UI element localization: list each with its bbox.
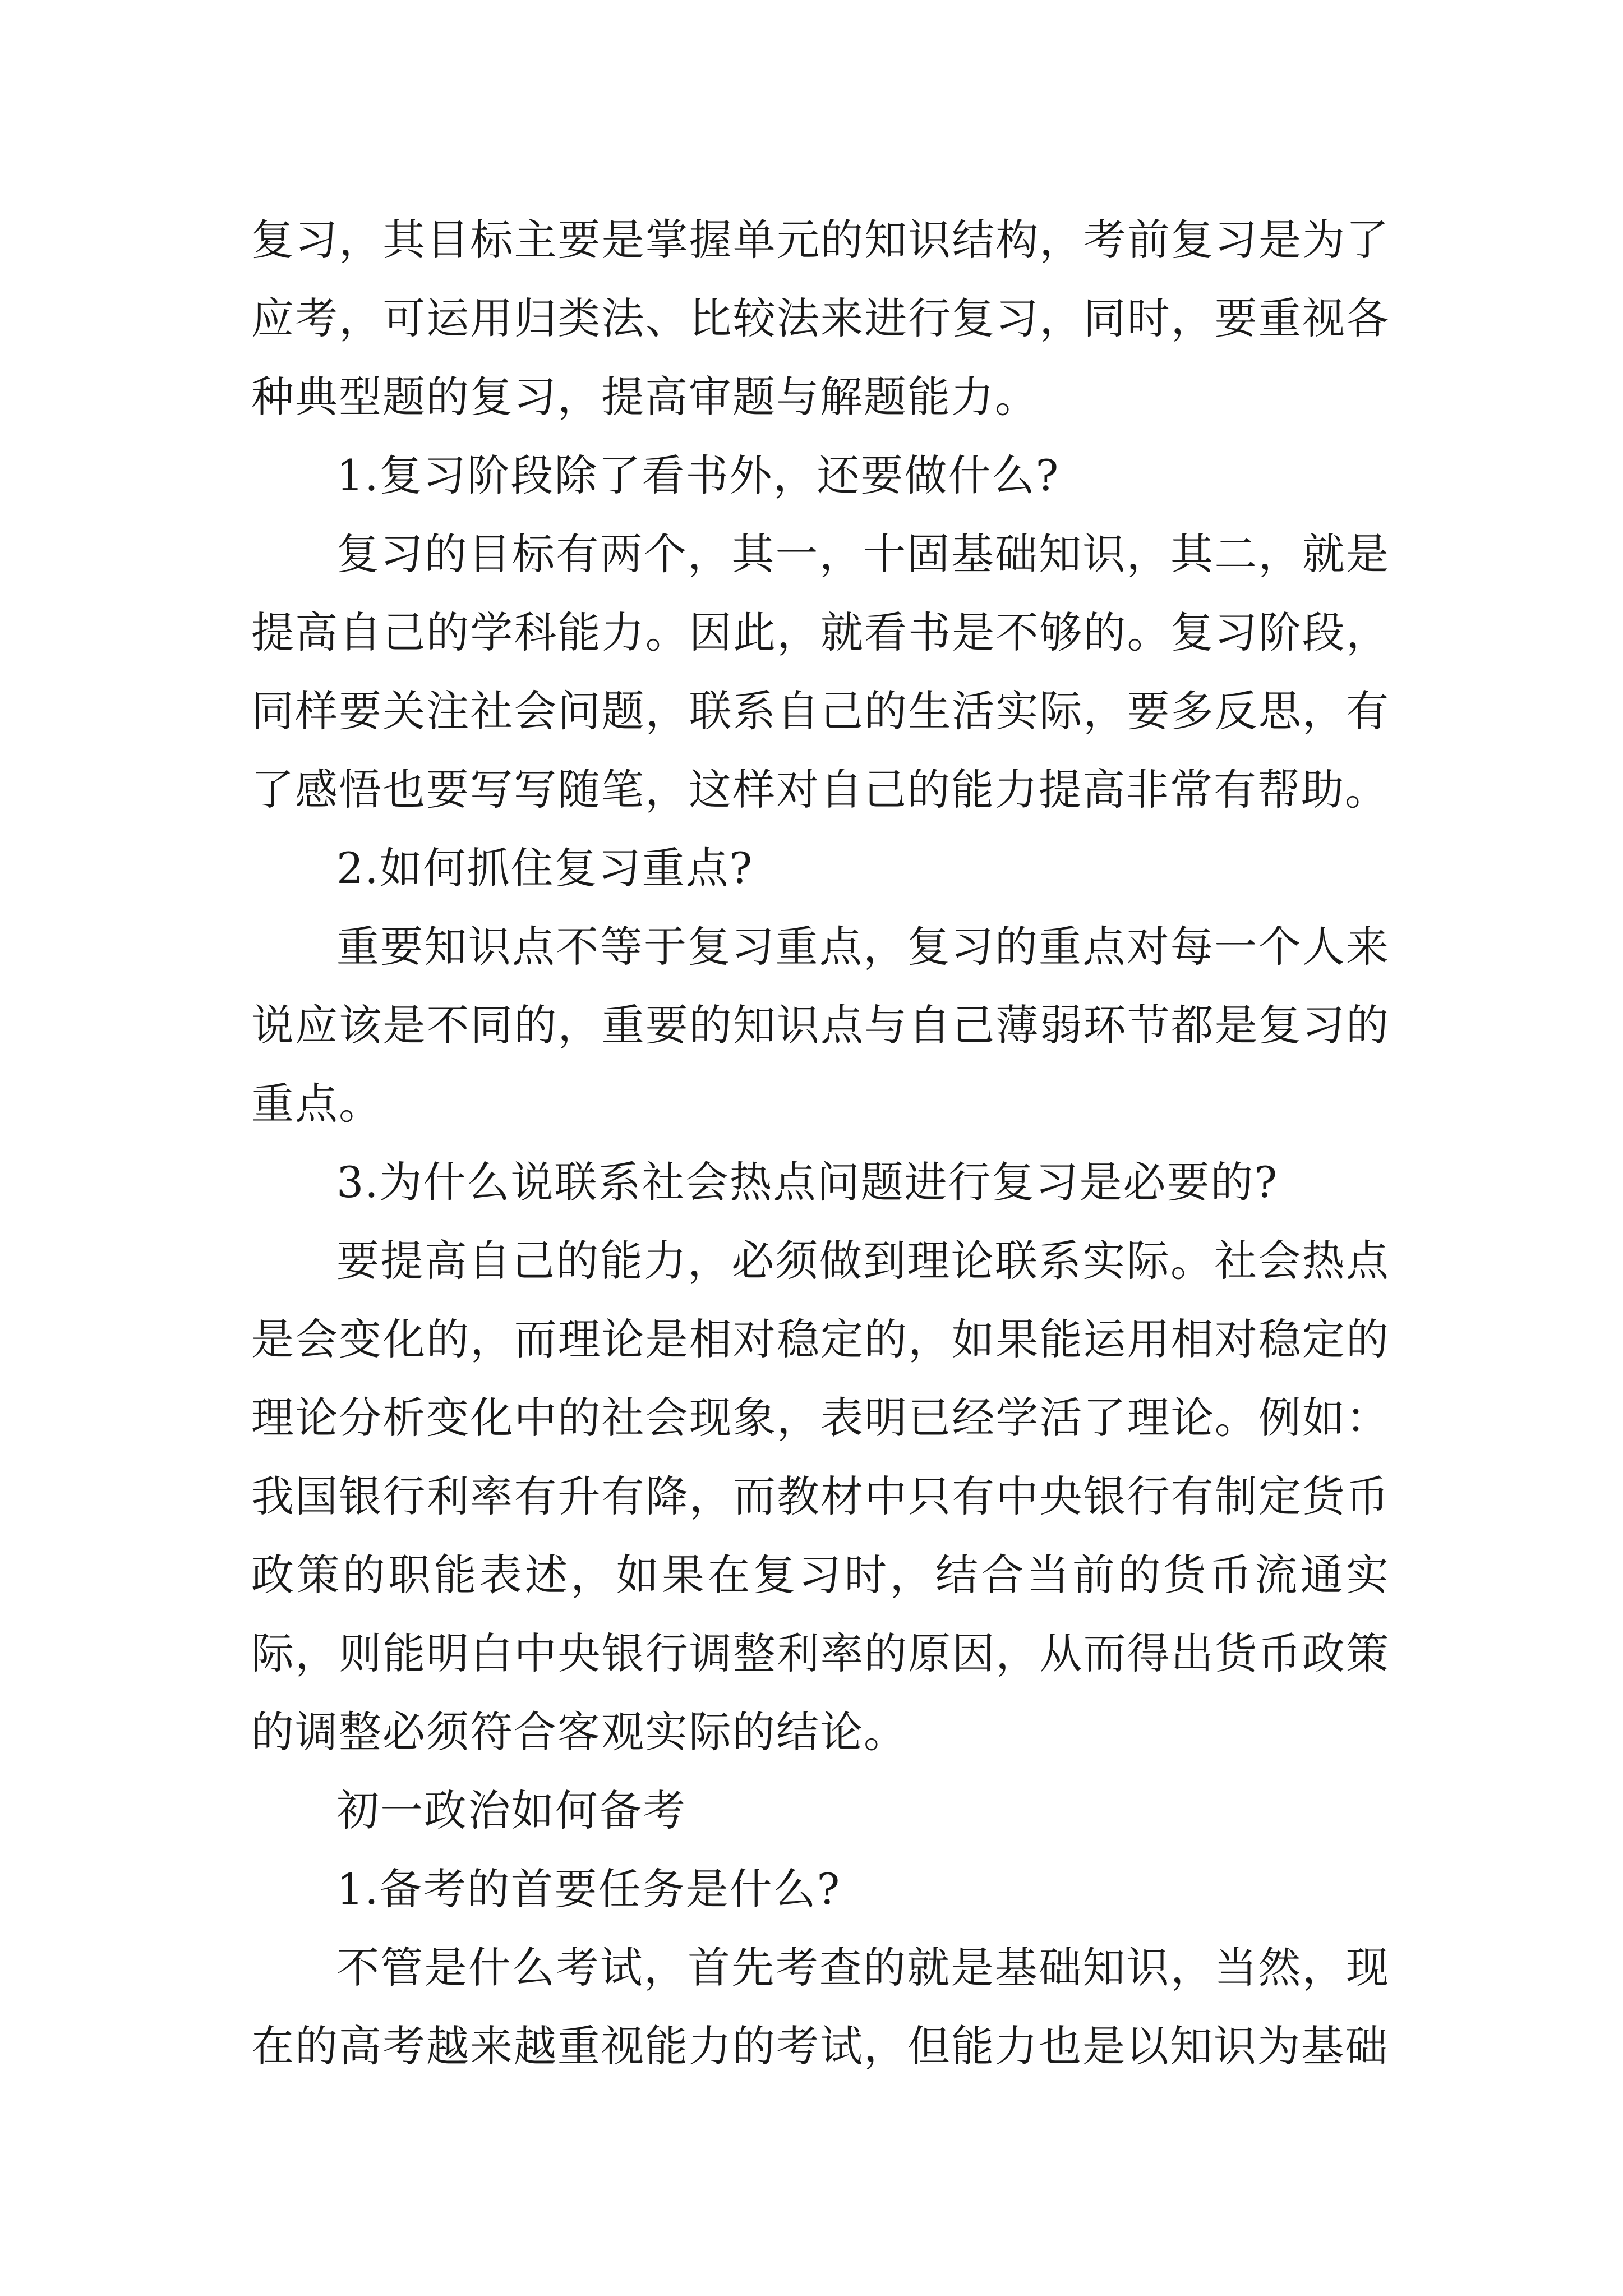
answer-paragraph-2: 重要知识点不等于复习重点，复习的重点对每一个人来说应该是不同的，重要的知识点与自己薄弱环节都是复习的重点。 xyxy=(251,922,1390,1129)
question-heading-4: 1.备考的首要任务是什么? xyxy=(336,1864,841,1914)
question-heading-3: 3.为什么说联系社会热点问题进行复习是必要的? xyxy=(336,1157,1279,1207)
answer-paragraph-4: 不管是什么考试，首先考查的就是基础知识，当然，现在的高考越来越重视能力的考试，但能力也是以知识为基础 xyxy=(251,1943,1390,2071)
answer-paragraph-1: 复习的目标有两个，其一，十固基础知识，其二，就是提高自己的学科能力。因此，就看书是不够的。复习阶段，同样要关注社会问题，联系自己的生活实际，要多反思，有了感悟也要写写随笔，这样对自己的能力提高非常有帮助。 xyxy=(251,529,1390,815)
question-heading-1: 1.复习阶段除了看书外，还要做什么? xyxy=(336,450,1060,500)
section-heading: 初一政治如何备考 xyxy=(336,1786,686,1835)
document-body xyxy=(251,201,1390,2086)
answer-paragraph-3: 要提高自己的能力，必须做到理论联系实际。社会热点是会变化的，而理论是相对稳定的，如果能运用相对稳定的理论分析变化中的社会现象，表明已经学活了理论。例如：我国银行利率有升有降，而教材中只有中央银行有制定货币政策的职能表述，如果在复习时，结合当前的货币流通实际，则能明白中央银行调整利率的原因，从而得出货币政策的调整必须符合客观实际的结论。 xyxy=(251,1236,1390,1757)
question-heading-2: 2.如何抓住复习重点? xyxy=(336,843,754,893)
paragraph-review-goals: 复习，其目标主要是掌握单元的知识结构，考前复习是为了应考，可运用归类法、比较法来进行复习，同时，要重视各种典型题的复习，提高审题与解题能力。 xyxy=(251,215,1390,422)
